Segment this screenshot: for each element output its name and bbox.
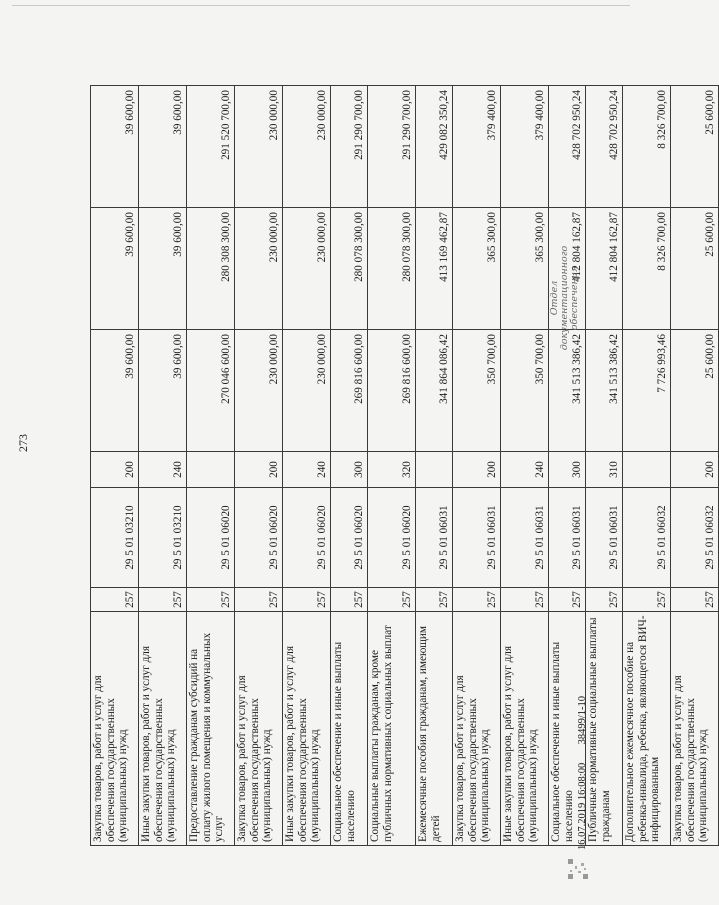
cell-vr: 200 (671, 452, 719, 488)
cell-v2: 413 169 462,87 (416, 208, 453, 330)
cell-v2: 25 600,00 (671, 208, 719, 330)
cell-code: 257 (453, 588, 501, 612)
cell-name: Иные закупки товаров, работ и услуг для обеспечения государственных (муниципальных) нужд (139, 612, 187, 846)
cell-name: Ежемесячные пособия гражданам, имеющим детей (416, 612, 453, 846)
cell-v2: 280 078 300,00 (331, 208, 368, 330)
table-row (368, 86, 416, 846)
table-row (235, 86, 283, 846)
cell-vr (187, 452, 235, 488)
cell-vr: 240 (283, 452, 331, 488)
cell-name: Закупка товаров, работ и услуг для обеспечения государственных (муниципальных) нужд (453, 612, 501, 846)
cell-v3: 230 000,00 (283, 86, 331, 208)
cell-v3: 291 290 700,00 (331, 86, 368, 208)
table-row (416, 86, 453, 846)
cell-csr: 29 5 01 06020 (235, 488, 283, 588)
cell-csr: 29 5 01 06031 (586, 488, 623, 588)
cell-csr: 29 5 01 06020 (283, 488, 331, 588)
cell-v1: 230 000,00 (283, 330, 331, 452)
footer-datetime: 16.07.2019 16:08:00 (577, 762, 588, 850)
rotated-page-content (16, 68, 717, 858)
table-row (671, 86, 719, 846)
cell-v3: 25 600,00 (671, 86, 719, 208)
cell-code: 257 (586, 588, 623, 612)
cell-v2: 39 600,00 (139, 208, 187, 330)
cell-csr: 29 5 01 06020 (187, 488, 235, 588)
budget-table-body (91, 86, 719, 846)
cell-v3: 379 400,00 (501, 86, 549, 208)
cell-code: 257 (623, 588, 671, 612)
table-row (501, 86, 549, 846)
cell-name: Закупка товаров, работ и услуг для обеспечения государственных (муниципальных) нужд (91, 612, 139, 846)
cell-csr: 29 5 01 06031 (549, 488, 586, 588)
cell-name: Предоставление гражданам субсидий на оплату жилого помещения и коммунальных услуг (187, 612, 235, 846)
cell-v1: 25 600,00 (671, 330, 719, 452)
cell-csr: 29 5 01 06020 (331, 488, 368, 588)
cell-v2: 412 804 162,87 (586, 208, 623, 330)
table-row (187, 86, 235, 846)
cell-name: Иные закупки товаров, работ и услуг для обеспечения государственных (муниципальных) нужд (283, 612, 331, 846)
cell-v3: 8 326 700,00 (623, 86, 671, 208)
cell-name: Закупка товаров, работ и услуг для обеспечения государственных (муниципальных) нужд (235, 612, 283, 846)
cell-v1: 7 726 993,46 (623, 330, 671, 452)
cell-v3: 291 520 700,00 (187, 86, 235, 208)
cell-csr: 29 5 01 06032 (671, 488, 719, 588)
cell-v1: 350 700,00 (501, 330, 549, 452)
cell-v1: 39 600,00 (91, 330, 139, 452)
table-row (331, 86, 368, 846)
footer-dept-line2: обеспечения (569, 265, 580, 331)
cell-csr: 29 5 01 06031 (501, 488, 549, 588)
cell-vr: 300 (549, 452, 586, 488)
cell-csr: 29 5 01 06031 (453, 488, 501, 588)
cell-v1: 341 513 386,42 (586, 330, 623, 452)
cell-csr: 29 5 01 06032 (623, 488, 671, 588)
footer-department-mark (550, 238, 580, 358)
cell-v1: 39 600,00 (139, 330, 187, 452)
cell-v1: 230 000,00 (235, 330, 283, 452)
qr-stamp-icon (567, 858, 589, 880)
cell-vr: 200 (453, 452, 501, 488)
cell-code: 257 (235, 588, 283, 612)
cell-v3: 39 600,00 (91, 86, 139, 208)
cell-code: 257 (501, 588, 549, 612)
cell-v1: 269 816 600,00 (368, 330, 416, 452)
cell-code: 257 (331, 588, 368, 612)
table-row (283, 86, 331, 846)
page-number: 273 (16, 434, 30, 452)
paper-edge (12, 5, 630, 6)
cell-v3: 291 290 700,00 (368, 86, 416, 208)
cell-vr (416, 452, 453, 488)
footer-doc-id: 38499/1-10 (577, 695, 588, 745)
cell-name: Социальное обеспечение и иные выплаты населению (549, 612, 586, 846)
footer-timestamp (577, 696, 588, 850)
cell-code: 257 (368, 588, 416, 612)
cell-v1: 341 864 086,42 (416, 330, 453, 452)
cell-code: 257 (416, 588, 453, 612)
cell-v2: 412 804 162,87 (549, 208, 586, 330)
cell-v1: 270 046 600,00 (187, 330, 235, 452)
cell-name: Социальное обеспечение и иные выплаты населению (331, 612, 368, 846)
cell-v1: 350 700,00 (453, 330, 501, 452)
table-row (586, 86, 623, 846)
cell-v3: 428 702 950,24 (586, 86, 623, 208)
cell-v2: 230 000,00 (283, 208, 331, 330)
cell-v3: 39 600,00 (139, 86, 187, 208)
cell-vr: 240 (139, 452, 187, 488)
cell-code: 257 (549, 588, 586, 612)
cell-code: 257 (187, 588, 235, 612)
cell-v2: 365 300,00 (501, 208, 549, 330)
cell-vr: 310 (586, 452, 623, 488)
cell-name: Социальные выплаты гражданам, кроме публичных нормативных социальных выплат (368, 612, 416, 846)
cell-vr: 200 (235, 452, 283, 488)
cell-v2: 8 326 700,00 (623, 208, 671, 330)
cell-name: Иные закупки товаров, работ и услуг для обеспечения государственных (муниципальных) нужд (501, 612, 549, 846)
cell-v3: 230 000,00 (235, 86, 283, 208)
cell-v2: 365 300,00 (453, 208, 501, 330)
cell-name: Закупка товаров, работ и услуг для обеспечения государственных (муниципальных) нужд (671, 612, 719, 846)
cell-v3: 428 702 950,24 (549, 86, 586, 208)
cell-v3: 379 400,00 (453, 86, 501, 208)
cell-vr: 200 (91, 452, 139, 488)
cell-v3: 429 082 350,24 (416, 86, 453, 208)
footer-dept-line1: Отдел документационного (549, 245, 570, 351)
cell-name: Дополнительное ежемесячное пособие на ребенка-инвалида, ребенка, являющегося ВИЧ-инфицированным (623, 612, 671, 846)
cell-v1: 341 513 386,42 (549, 330, 586, 452)
cell-csr: 29 5 01 03210 (139, 488, 187, 588)
cell-code: 257 (91, 588, 139, 612)
cell-v1: 269 816 600,00 (331, 330, 368, 452)
cell-name: Публичные нормативные социальные выплаты гражданам (586, 612, 623, 846)
cell-v2: 280 308 300,00 (187, 208, 235, 330)
cell-code: 257 (671, 588, 719, 612)
cell-csr: 29 5 01 03210 (91, 488, 139, 588)
cell-v2: 280 078 300,00 (368, 208, 416, 330)
table-row (139, 86, 187, 846)
table-row (91, 86, 139, 846)
cell-code: 257 (139, 588, 187, 612)
budget-table (90, 85, 719, 846)
cell-code: 257 (283, 588, 331, 612)
cell-vr: 300 (331, 452, 368, 488)
cell-vr: 320 (368, 452, 416, 488)
table-row (453, 86, 501, 846)
cell-v2: 39 600,00 (91, 208, 139, 330)
cell-csr: 29 5 01 06020 (368, 488, 416, 588)
cell-vr: 240 (501, 452, 549, 488)
cell-vr (623, 452, 671, 488)
table-row (623, 86, 671, 846)
cell-v2: 230 000,00 (235, 208, 283, 330)
cell-csr: 29 5 01 06031 (416, 488, 453, 588)
